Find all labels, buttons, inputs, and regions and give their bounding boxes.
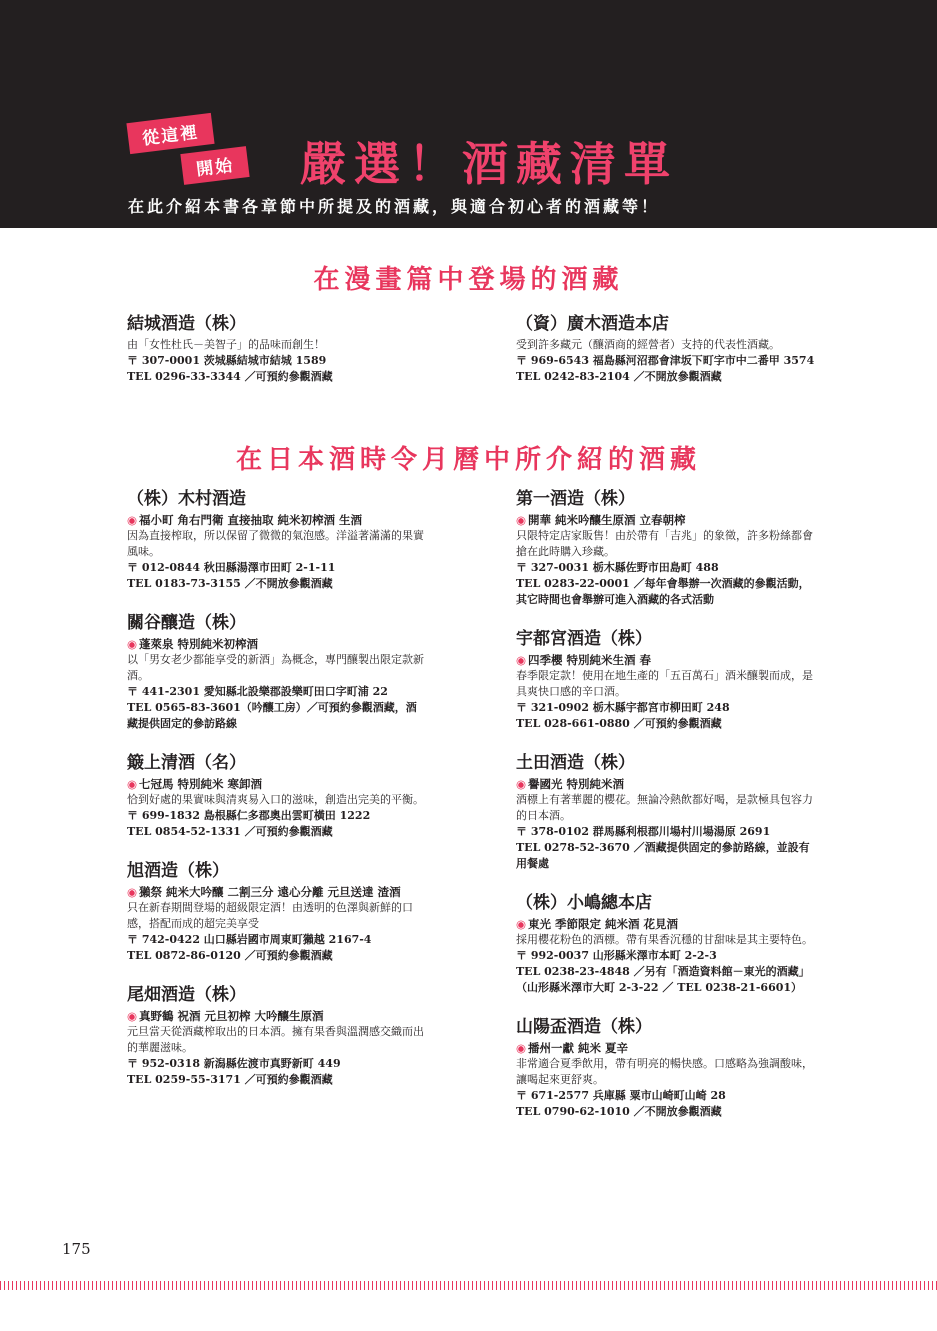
brewery-name: 山陽盃酒造（株） [516,1017,652,1037]
brewery-description: 只限特定店家販售！由於帶有「吉兆」的象徵，許多粉絲都會搶在此時購入珍藏。 [516,529,813,558]
brewery-address: 〒 321-0902 栃木縣宇都宮市柳田町 248 [516,701,730,714]
start-tag-line1: 從這裡 [126,113,214,154]
product-line [516,776,816,792]
product-names: 福小町 角右門衛 直接抽取 純米初榨酒 生酒 [139,513,363,527]
brewery-description: 非常適合夏季飲用，帶有明亮的暢快感。口感略為強調酸味，讓喝起來更舒爽。 [516,1057,813,1086]
section1-right-column [516,313,816,405]
brewery-entry [127,860,427,964]
bullet-icon: ◉ [516,653,527,667]
page-title: 嚴選！酒藏清單 [300,137,678,191]
bullet-icon: ◉ [127,637,138,651]
brewery-entry [127,313,427,385]
brewery-address: 〒 742-0422 山口縣岩國市周東町獺越 2167-4 [127,933,372,946]
brewery-entry [127,488,427,592]
brewery-entry [516,628,816,732]
product-names: 四季櫻 特別純米生酒 春 [528,653,652,667]
product-line [516,916,816,932]
product-names: 蓬萊泉 特別純米初榨酒 [139,637,259,651]
brewery-address: 〒 012-0844 秋田縣湯澤市田町 2-1-11 [127,561,336,574]
product-names: 譽國光 特別純米酒 [528,777,625,791]
brewery-name: 尾畑酒造（株） [127,985,246,1005]
section2-right-column [516,488,816,1140]
brewery-description: 受到許多藏元（釀酒商的經營者）支持的代表性酒藏。 [516,338,780,351]
brewery-description: 採用櫻花粉色的酒標。帶有果香沉穩的甘甜味是其主要特色。 [516,933,813,946]
bullet-icon: ◉ [127,1009,138,1023]
brewery-name: （株）小嶋總本店 [516,893,652,913]
brewery-phone: TEL 0259-55-3171 ／可預約參觀酒藏 [127,1073,333,1086]
brewery-phone: TEL 0854-52-1331 ／可預約參觀酒藏 [127,825,333,838]
bullet-icon: ◉ [127,777,138,791]
brewery-description: 元旦當天從酒藏榨取出的日本酒。擁有果香與溫潤感交織而出的華麗滋味。 [127,1025,424,1054]
page-subtitle: 在此介紹本書各章節中所提及的酒藏，與適合初心者的酒藏等！ [128,197,661,216]
brewery-phone: TEL 0790-62-1010 ／不開放參觀酒藏 [516,1105,722,1118]
section-heading-calendar: 在日本酒時令月曆中所介紹的酒藏 [235,445,701,475]
bullet-icon: ◉ [127,885,138,899]
brewery-description: 因為直接榨取，所以保留了微微的氣泡感。洋溢著滿滿的果實風味。 [127,529,424,558]
product-line [127,1008,427,1024]
brewery-description: 酒標上有著華麗的櫻花。無論冷熱飲都好喝，是款極具包容力的日本酒。 [516,793,813,822]
product-line [127,884,427,900]
product-names: 播州一獻 純米 夏辛 [528,1041,629,1055]
brewery-description: 春季限定款！使用在地生產的「五百萬石」酒米釀製而成，是具爽快口感的辛口酒。 [516,669,813,698]
brewery-phone: TEL 0242-83-2104 ／不開放參觀酒藏 [516,370,722,383]
section-heading-manga: 在漫畫篇中登場的酒藏 [313,265,624,295]
brewery-entry [516,892,816,996]
brewery-entry [516,752,816,872]
product-line [127,512,427,528]
brewery-address: 〒 378-0102 群馬縣利根郡川場村川場湯原 2691 [516,825,771,838]
product-line [127,636,427,652]
product-names: 獺祭 純米大吟釀 二割三分 遠心分離 元旦送達 渣酒 [139,885,401,899]
brewery-phone: TEL 028-661-0880 ／可預約參觀酒藏 [516,717,722,730]
brewery-phone: TEL 0238-23-4848 ／另有「酒造資料館－東光的酒藏」（山形縣米澤市大町 2-3-22 ／ TEL 0238-21-6601） [516,965,810,994]
brewery-address: 〒 671-2577 兵庫縣 粟市山崎町山崎 28 [516,1089,726,1102]
bullet-icon: ◉ [516,513,527,527]
brewery-phone: TEL 0565-83-3601（吟釀工房）／可預約參觀酒藏，酒藏提供固定的參訪路線 [127,701,417,730]
product-names: 開華 純米吟釀生原酒 立春朝榨 [528,513,686,527]
brewery-address: 〒 952-0318 新潟縣佐渡市真野新町 449 [127,1057,341,1070]
brewery-phone: TEL 0183-73-3155 ／不開放參觀酒藏 [127,577,333,590]
brewery-description: 只在新春期間登場的超級限定酒！由透明的色澤與新鮮的口感，搭配而成的超完美享受 [127,901,413,930]
brewery-phone: TEL 0872-86-0120 ／可預約參觀酒藏 [127,949,333,962]
brewery-phone: TEL 0283-22-0001 ／每年會舉辦一次酒藏的參觀活動，其它時間也會舉辦可進入酒藏的各式活動 [516,577,810,606]
brewery-description: 恰到好處的果實味與清爽易入口的滋味，創造出完美的平衡。 [127,793,424,806]
brewery-name: 結城酒造（株） [127,314,246,334]
bullet-icon: ◉ [516,1041,527,1055]
brewery-name: （株）木村酒造 [127,489,246,509]
bullet-icon: ◉ [127,513,138,527]
brewery-name: 旭酒造（株） [127,861,229,881]
header-banner [0,0,937,228]
brewery-entry [516,313,816,385]
product-names: 東光 季節限定 純米酒 花見酒 [528,917,679,931]
brewery-address: 〒 992-0037 山形縣米澤市本町 2-2-3 [516,949,717,962]
brewery-entry [516,488,816,608]
brewery-name: 宇都宮酒造（株） [516,629,652,649]
brewery-address: 〒 969-6543 福島縣河沼郡會津坂下町字市中二番甲 3574 [516,354,815,367]
brewery-description: 以「男女老少都能享受的新酒」為概念，專門釀製出限定款新酒。 [127,653,424,682]
page-number: 175 [62,1240,91,1258]
product-names: 七冠馬 特別純米 寒卸酒 [139,777,263,791]
brewery-address: 〒 441-2301 愛知縣北設樂郡設樂町田口字町浦 22 [127,685,388,698]
brewery-phone: TEL 0278-52-3670 ／酒藏提供固定的參訪路線，並設有用餐處 [516,841,810,870]
brewery-entry [127,984,427,1088]
product-line [516,512,816,528]
brewery-address: 〒 699-1832 島根縣仁多郡奧出雲町橫田 1222 [127,809,371,822]
brewery-entry [127,752,427,840]
brewery-name: （資）廣木酒造本店 [516,314,669,334]
decorative-strip [0,1281,937,1290]
brewery-name: 簸上清酒（名） [127,753,246,773]
section1-left-column [127,313,427,405]
bullet-icon: ◉ [516,777,527,791]
brewery-description: 由「女性杜氏－美智子」的品味而創生！ [127,338,325,351]
start-tag-line2: 開始 [180,146,249,185]
brewery-name: 關谷釀造（株） [127,613,246,633]
brewery-entry [516,1016,816,1120]
product-names: 真野鶴 祝酒 元旦初榨 大吟釀生原酒 [139,1009,324,1023]
brewery-name: 土田酒造（株） [516,753,635,773]
section2-left-column [127,488,427,1108]
brewery-phone: TEL 0296-33-3344 ／可預約參觀酒藏 [127,370,333,383]
bullet-icon: ◉ [516,917,527,931]
brewery-entry [127,612,427,732]
brewery-name: 第一酒造（株） [516,489,635,509]
brewery-address: 〒 327-0031 栃木縣佐野市田島町 488 [516,561,719,574]
product-line [516,1040,816,1056]
product-line [127,776,427,792]
brewery-address: 〒 307-0001 茨城縣結城市結城 1589 [127,354,327,367]
product-line [516,652,816,668]
